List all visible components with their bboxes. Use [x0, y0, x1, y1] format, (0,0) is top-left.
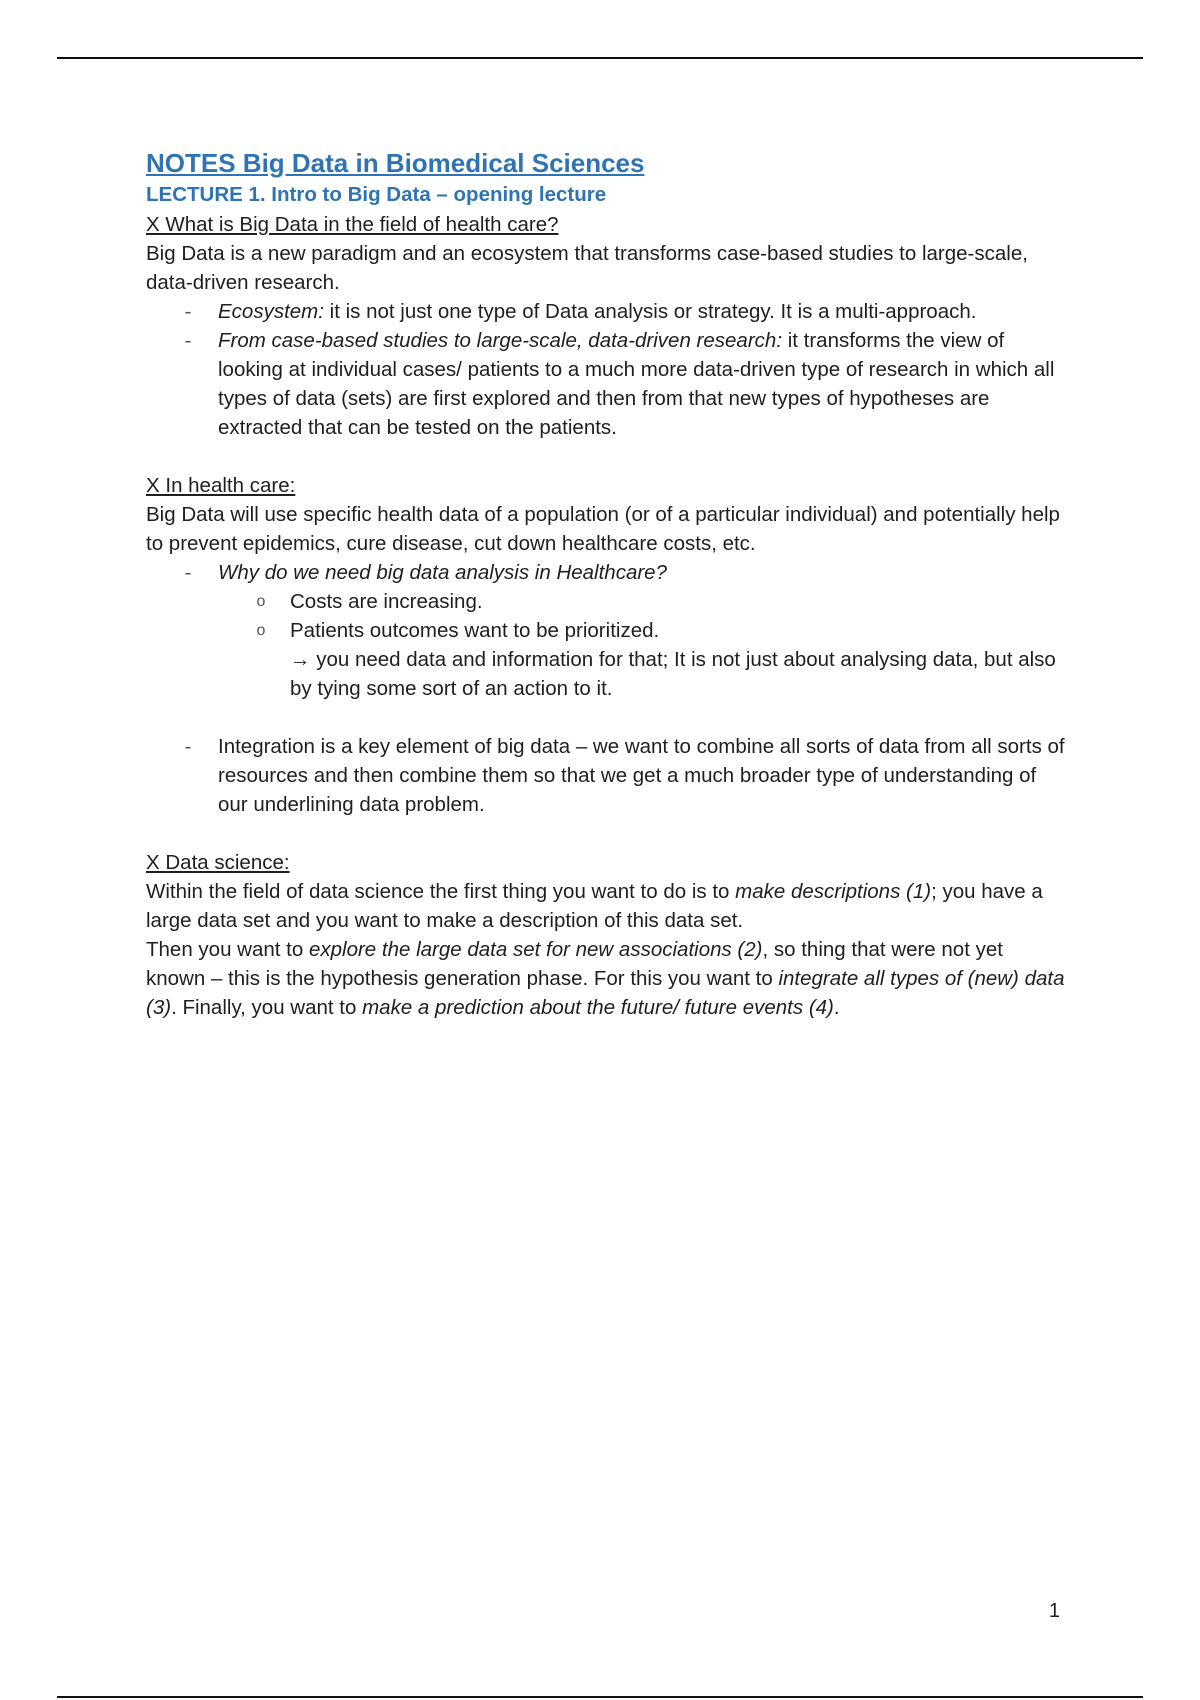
paragraph [146, 877, 1066, 935]
list-item [256, 587, 1066, 616]
list-item [184, 558, 1066, 703]
arrow-icon: → [290, 648, 311, 671]
list-item [184, 297, 1066, 326]
paragraph [146, 935, 1066, 1022]
text-run: Within the field of data science the first thing you want to do is to [146, 880, 736, 903]
text-run: . Finally, you want to [171, 996, 363, 1019]
dash-list [146, 732, 1066, 819]
section-heading-big-data: X What is Big Data in the field of health care? [146, 213, 559, 236]
emphasis: integrate all types of (new) data (3) [146, 967, 1065, 1019]
dash-list [146, 297, 1066, 442]
header-rule [57, 57, 1143, 59]
circle-bullet: o [256, 593, 266, 610]
spacer [146, 703, 1066, 732]
text-run: , so thing that were not yet known – this is the hypothesis generation phase. For this you want to [146, 938, 1003, 990]
emphasis: explore the large data set for new associations (2) [308, 938, 763, 961]
list-item [256, 616, 1066, 703]
section-heading-data-science: X Data science: [146, 851, 290, 874]
dash-bullet: - [184, 300, 192, 323]
list-item [184, 732, 1066, 819]
dash-list [146, 558, 1066, 703]
emphasis: make descriptions (1) [735, 880, 932, 903]
list-item [184, 326, 1066, 442]
section-heading-health-care: X In health care: [146, 474, 296, 497]
list-item-text: it is not just one type of Data analysis or strategy. It is a multi-approach. [323, 300, 977, 323]
circle-list [218, 587, 1066, 703]
dash-bullet: - [184, 735, 192, 758]
lecture-heading: LECTURE 1. Intro to Big Data – opening lecture [146, 183, 607, 206]
question: Why do we need big data analysis in Healthcare? [218, 561, 667, 584]
text-run: ; you have a large data set and you want to make a description of this data set. [146, 880, 1043, 932]
footer-rule [57, 1696, 1143, 1698]
list-item-text: Patients outcomes want to be prioritized. [290, 619, 660, 642]
circle-bullet: o [256, 622, 266, 639]
dash-bullet: - [184, 561, 192, 584]
emphasis: make a prediction about the future/ future events (4) [362, 996, 834, 1019]
term: Ecosystem: [218, 300, 324, 323]
document-page [146, 146, 1066, 1022]
list-item-text: Costs are increasing. [290, 590, 483, 613]
document-title: NOTES Big Data in Biomedical Sciences [146, 148, 645, 178]
term: From case-based studies to large-scale, data-driven research: [218, 329, 783, 352]
dash-bullet: - [184, 329, 192, 352]
page-number: 1 [1048, 1600, 1060, 1622]
text-run: . [833, 996, 840, 1019]
spacer [146, 442, 1066, 471]
note-text: you need data and information for that; It is not just about analysing data, but also by tying some sort of an action to it. [290, 648, 1056, 700]
list-item-text: Integration is a key element of big data – we want to combine all sorts of data from all sorts of resources and then combine them so that we get a much broader type of understanding of our underlining data problem. [218, 735, 1065, 816]
arrow-note [290, 645, 1066, 703]
spacer [146, 819, 1066, 848]
paragraph: Big Data will use specific health data of a population (or of a particular individual) and potentially help to prevent epidemics, cure disease, cut down healthcare costs, etc. [146, 503, 1060, 555]
paragraph: Big Data is a new paradigm and an ecosystem that transforms case-based studies to large-scale, data-driven research. [146, 242, 1028, 294]
list-item-text: it transforms the view of looking at individual cases/ patients to a much more data-driven type of research in which all types of data (sets) are first explored and then from that new types of hypotheses are extracted that can be tested on the patients. [218, 329, 1055, 439]
text-run: Then you want to [146, 938, 309, 961]
